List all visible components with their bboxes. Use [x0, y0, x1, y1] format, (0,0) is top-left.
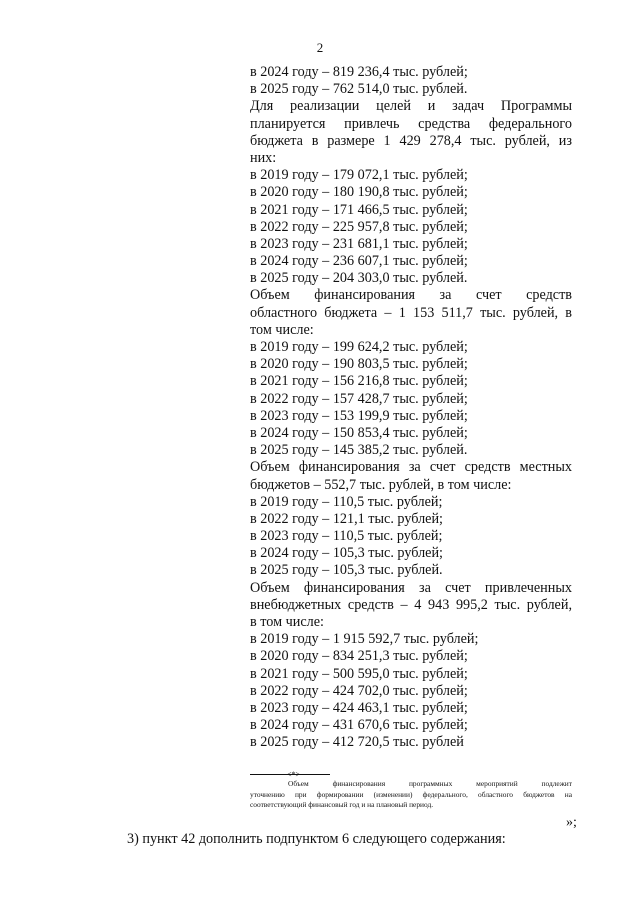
text-line: в 2023 году – 110,5 тыс. рублей;: [250, 528, 443, 545]
text-line: в 2022 году – 121,1 тыс. рублей;: [250, 510, 443, 527]
text-line: в 2019 году – 199 624,2 тыс. рублей;: [250, 339, 468, 355]
text-line: в 2019 году – 179 072,1 тыс. рублей;: [250, 167, 468, 184]
text-line: в 2020 году – 180 190,8 тыс. рублей;: [250, 184, 468, 201]
text-line: в 2025 году – 204 303,0 тыс. рублей.: [250, 270, 468, 287]
text-line: в 2024 году – 819 236,4 тыс. рублей;: [250, 64, 468, 80]
text-line: в 2024 году – 431 670,6 тыс. рублей;: [250, 717, 468, 734]
text-line: в 2023 году – 424 463,1 тыс. рублей;: [250, 699, 468, 716]
text-line: Объем финансирования за счет средств местных: [250, 459, 572, 476]
footnote: [250, 779, 572, 811]
text-line: том числе:: [250, 321, 314, 338]
passport-financing-column: [250, 64, 572, 752]
text-line: в 2023 году – 231 681,1 тыс. рублей;: [250, 235, 468, 252]
text-line: в 2025 году – 412 720,5 тыс. рублей: [250, 734, 464, 751]
text-line: Для реализации целей и задач Программы: [250, 98, 572, 115]
text-line: в 2019 году – 110,5 тыс. рублей;: [250, 493, 443, 510]
text-line: в 2025 году – 762 514,0 тыс. рублей.: [250, 81, 468, 98]
text-line: в 2022 году – 424 702,0 тыс. рублей;: [250, 682, 468, 699]
text-line: в 2024 году – 150 853,4 тыс. рублей;: [250, 424, 468, 441]
text-line: в том числе:: [250, 614, 324, 630]
text-line: Объем финансирования за счет привлеченных: [250, 579, 572, 596]
text-line: в 2023 году – 153 199,9 тыс. рублей;: [250, 407, 468, 424]
footnote-line: соответствующий финансовый год и на плановый период.: [250, 800, 434, 809]
text-line: областного бюджета – 1 153 511,7 тыс. рублей, в: [250, 304, 572, 321]
text-line: в 2022 году – 225 957,8 тыс. рублей;: [250, 218, 468, 235]
text-line: в 2021 году – 171 466,5 тыс. рублей;: [250, 201, 468, 218]
text-line: в 2020 году – 190 803,5 тыс. рублей;: [250, 356, 468, 373]
text-line: них:: [250, 149, 277, 166]
text-line: в 2025 году – 145 385,2 тыс. рублей.: [250, 442, 468, 459]
footnote-line: Объем финансирования программных мероприятий подлежит: [288, 779, 572, 788]
text-line: в 2024 году – 105,3 тыс. рублей;: [250, 545, 443, 562]
text-line: в 2022 году – 157 428,7 тыс. рублей;: [250, 390, 468, 407]
text-line: бюджетов – 552,7 тыс. рублей, в том числе:: [250, 476, 512, 493]
text-line: в 2025 году – 105,3 тыс. рублей.: [250, 562, 443, 579]
text-line: в 2020 году – 834 251,3 тыс. рублей;: [250, 648, 468, 665]
page-number: 2: [316, 40, 324, 55]
text-line: в 2021 году – 156 216,8 тыс. рублей;: [250, 373, 468, 390]
amendment-item-3: 3) пункт 42 дополнить подпунктом 6 следующего содержания:: [127, 831, 506, 847]
closing-quote: »;: [566, 815, 577, 830]
footnote-mark: <*>: [287, 770, 301, 779]
text-line: Объем финансирования за счет средств: [250, 287, 572, 304]
text-line: бюджета в размере 1 429 278,4 тыс. рублей, из: [250, 132, 572, 149]
text-line: внебюджетных средств – 4 943 995,2 тыс. рублей,: [250, 596, 572, 613]
text-line: планируется привлечь средства федерального: [250, 115, 572, 132]
text-line: в 2019 году – 1 915 592,7 тыс. рублей;: [250, 631, 479, 648]
text-line: в 2021 году – 500 595,0 тыс. рублей;: [250, 665, 468, 682]
footnote-line: уточнению при формировании (изменении) федерального, областного бюджетов на: [250, 789, 572, 799]
text-line: в 2024 году – 236 607,1 тыс. рублей;: [250, 253, 468, 270]
